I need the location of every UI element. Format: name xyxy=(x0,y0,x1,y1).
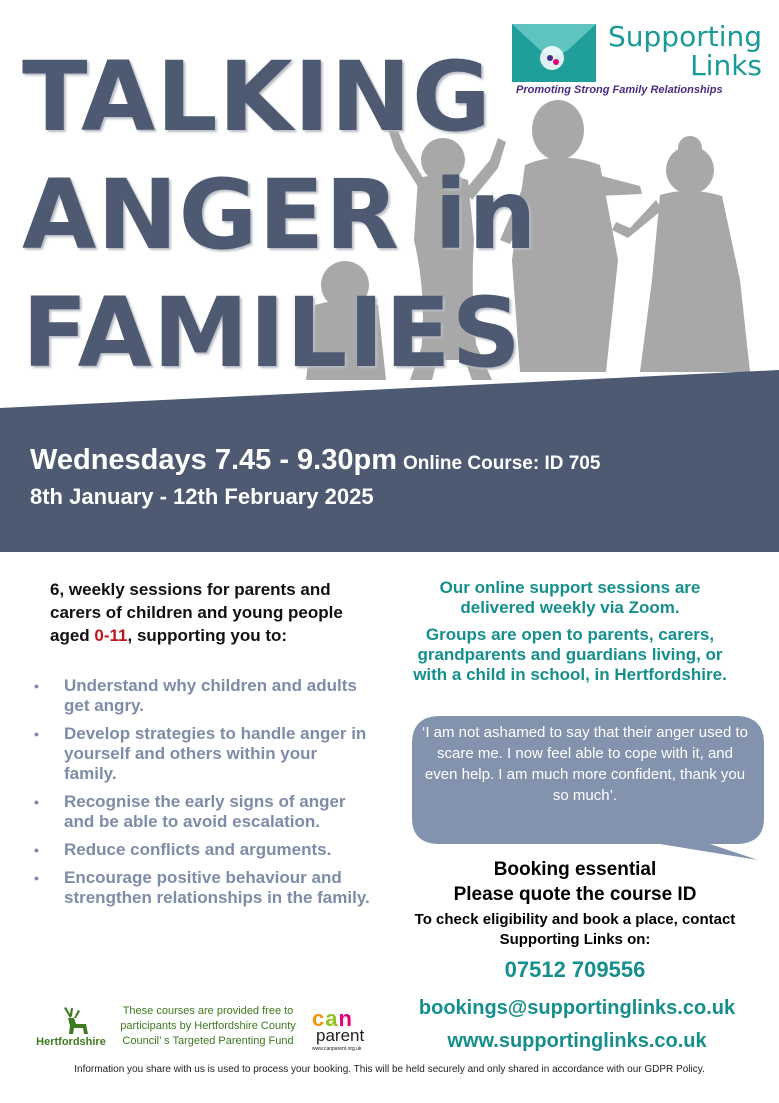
bullet-icon: • xyxy=(34,726,39,742)
hertfordshire-logo xyxy=(30,1006,112,1050)
logo-name xyxy=(600,22,762,80)
benefit-item xyxy=(34,840,374,860)
course-id-label: Online Course: ID 705 xyxy=(402,453,601,474)
supporting-links-logo xyxy=(512,20,762,100)
bullet-icon: • xyxy=(34,842,39,858)
title-line1: TALKING xyxy=(22,41,492,153)
can-parent-url: www.canparent.org.uk xyxy=(312,1046,362,1052)
can-parent-logo xyxy=(310,1006,380,1056)
booking-essential: Booking essential xyxy=(493,859,657,880)
bullet-icon: • xyxy=(34,678,39,694)
logo-name-line2: Links xyxy=(690,49,762,82)
can-letter-n: n xyxy=(338,1006,353,1031)
benefit-text: Reduce conflicts and arguments. xyxy=(64,840,332,859)
funding-text: These courses are provided free to participants by Hertfordshire County Council’ s Targeted Parenting Fund xyxy=(120,1005,296,1047)
benefit-text: Encourage positive behaviour and strengthen relationships in the family. xyxy=(64,868,370,907)
benefits-list xyxy=(34,676,374,916)
booking-contact: To check eligibility and book a place, contact Supporting Links on: xyxy=(414,911,736,948)
benefit-item xyxy=(34,868,374,908)
testimonial-text: ‘I am not ashamed to say that their anger used to scare me. I now feel able to cope with it, and even help. I am much more confident, thank you so much’. xyxy=(421,724,749,804)
bullet-icon: • xyxy=(34,870,39,886)
benefit-text: Understand why children and adults get angry. xyxy=(64,676,357,715)
intro-prefix: 6, weekly sessions for parents and carers of children and young people aged xyxy=(50,580,343,645)
can-letter-c: c xyxy=(312,1006,326,1031)
can-parent-word: parent xyxy=(316,1026,365,1045)
benefit-text: Recognise the early signs of anger and be able to avoid escalation. xyxy=(64,792,346,831)
schedule-text xyxy=(30,441,600,511)
phone-number[interactable]: 07512 709556 xyxy=(504,957,646,982)
title-line2: ANGER in xyxy=(22,159,538,271)
quote-course-id: Please quote the course ID xyxy=(453,884,697,905)
online-info-line2: Groups are open to parents, carers, grandparents and guardians living, or with a child in school, in Hertfordshire. xyxy=(413,625,727,684)
benefit-item xyxy=(34,676,374,716)
online-info xyxy=(400,578,740,692)
online-info-line1: Our online support sessions are delivered weekly via Zoom. xyxy=(439,578,701,617)
can-letter-a: a xyxy=(325,1006,339,1031)
page-title xyxy=(22,38,538,392)
logo-name-line1: Supporting xyxy=(608,20,762,53)
booking-info xyxy=(400,858,750,950)
age-range: 0-11 xyxy=(94,626,128,645)
benefit-item xyxy=(34,792,374,832)
schedule-dates: 8th January - 12th February 2025 xyxy=(30,484,374,509)
intro-suffix: , supporting you to: xyxy=(127,626,288,645)
title-line3: FAMILIES xyxy=(22,277,522,389)
testimonial-bubble xyxy=(410,714,766,864)
logo-tagline: Promoting Strong Family Relationships xyxy=(516,84,723,96)
schedule-day-time: Wednesdays 7.45 - 9.30pm xyxy=(30,444,397,476)
benefit-text: Develop strategies to handle anger in yourself and others within your family. xyxy=(64,724,367,783)
website-link[interactable]: www.supportinglinks.co.uk xyxy=(447,1030,707,1052)
email-link[interactable]: bookings@supportinglinks.co.uk xyxy=(418,997,736,1019)
hertfordshire-label: Hertfordshire xyxy=(36,1036,106,1048)
intro-text xyxy=(50,578,370,647)
benefit-item xyxy=(34,724,374,784)
gdpr-notice: Information you share with us is used to process your booking. This will be held securely and only shared in accordance with our GDPR Policy. xyxy=(74,1064,705,1075)
stag-icon xyxy=(30,1006,112,1036)
supporting-links-logo-icon xyxy=(512,24,596,82)
bullet-icon: • xyxy=(34,794,39,810)
schedule-line1 xyxy=(30,441,600,483)
